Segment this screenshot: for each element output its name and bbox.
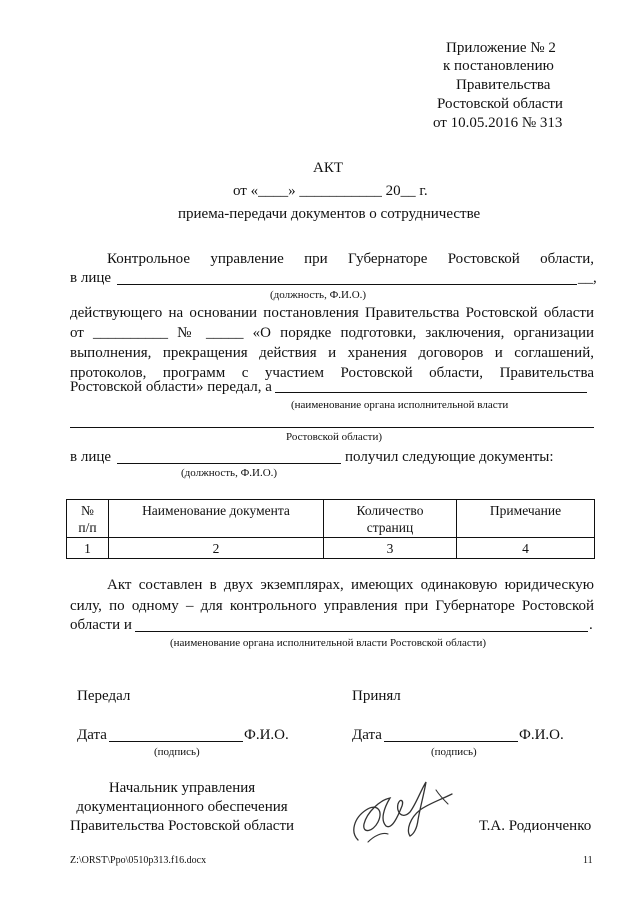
- official-name: Т.А. Родионченко: [479, 818, 592, 834]
- annex-line-4: Ростовской области: [437, 96, 563, 112]
- p3-prefix: в лице: [70, 449, 112, 465]
- documents-table: [66, 499, 595, 559]
- right-date-label: Дата: [352, 727, 382, 743]
- table-header-pages: [324, 500, 457, 538]
- annex-line-2: к постановлению: [443, 58, 554, 74]
- act-title: АКТ: [313, 160, 343, 176]
- p1-prefix: в лице: [70, 270, 112, 286]
- p1-suffix: __,: [578, 270, 597, 286]
- authority-blank-3: [135, 631, 588, 632]
- act-date-line: от «____» ___________ 20__ г.: [233, 183, 428, 199]
- p1-line-1: Контрольное управление при Губернаторе Ростовской области,: [107, 251, 594, 267]
- authority-blank-2: [70, 427, 594, 428]
- right-fio-label: Ф.И.О.: [519, 727, 564, 743]
- closing-period: .: [589, 617, 593, 633]
- table-header-number-l1: №: [81, 503, 94, 518]
- authority-blank-1: [275, 392, 587, 393]
- table-header-name: Наименование документа: [109, 500, 324, 538]
- annex-line-1: Приложение № 2: [446, 40, 556, 56]
- position-blank-2: [117, 463, 341, 464]
- position-blank-1: [117, 284, 577, 285]
- table-header-number: [67, 500, 109, 538]
- p2-line-3: выполнения, прекращения действия и хранения договоров и соглашений,: [70, 345, 594, 361]
- annex-line-3: Правительства: [456, 77, 551, 93]
- official-line-2: документационного обеспечения: [76, 799, 288, 815]
- p2-line-2: от __________ № _____ «О порядке подготовки, заключения, организации: [70, 325, 594, 341]
- closing-line-3-prefix: области и: [70, 617, 132, 633]
- table-cell: 4: [457, 538, 595, 559]
- p2-line-4: протоколов, программ с участием Ростовской области, Правительства: [70, 365, 594, 381]
- page-number: 11: [583, 855, 593, 866]
- closing-line-1: Акт составлен в двух экземплярах, имеющих одинаковую юридическую: [107, 577, 594, 593]
- hint-position-2: (должность, Ф.И.О.): [181, 467, 278, 479]
- transferred-label: Передал: [77, 688, 131, 704]
- left-fio-label: Ф.И.О.: [244, 727, 289, 743]
- official-line-3: Правительства Ростовской области: [69, 818, 295, 834]
- left-sign-hint: (подпись): [154, 746, 200, 758]
- received-label: Принял: [352, 688, 401, 704]
- hint-authority-1: (наименование органа исполнительной власти: [291, 399, 509, 411]
- table-cell: 2: [109, 538, 324, 559]
- right-sign-hint: (подпись): [431, 746, 477, 758]
- table-header-pages-l2: страниц: [366, 520, 414, 535]
- left-date-label: Дата: [77, 727, 107, 743]
- footer-file-path: Z:\ORST\Ppo\0510p313.f16.docx: [70, 855, 207, 866]
- table-header-note: Примечание: [457, 500, 595, 538]
- table-header-row: [67, 500, 595, 538]
- hint-authority-2: Ростовской области): [286, 431, 383, 443]
- hint-position-1: (должность, Ф.И.О.): [270, 289, 367, 301]
- annex-line-5: от 10.05.2016 № 313: [433, 115, 563, 131]
- p2-line-1: действующего на основании постановления Правительства Ростовской области: [70, 305, 594, 321]
- official-line-1: Начальник управления: [108, 780, 256, 796]
- table-cell: 3: [324, 538, 457, 559]
- closing-line-2: силу, по одному – для контрольного управления при Губернаторе Ростовской: [70, 598, 594, 614]
- right-date-blank: [384, 741, 518, 742]
- closing-hint: (наименование органа исполнительной власти Ростовской области): [170, 637, 487, 649]
- table-cell: 1: [67, 538, 109, 559]
- table-row: [67, 538, 595, 559]
- signature-icon: [340, 770, 460, 850]
- p3-suffix: получил следующие документы:: [345, 449, 554, 465]
- table-header-number-l2: п/п: [78, 520, 97, 535]
- p2-line-5-prefix: Ростовской области» передал, а: [70, 379, 272, 395]
- act-subtitle: приема-передачи документов о сотрудничестве: [178, 206, 481, 222]
- left-date-blank: [109, 741, 243, 742]
- table-header-pages-l1: Количество: [356, 503, 424, 518]
